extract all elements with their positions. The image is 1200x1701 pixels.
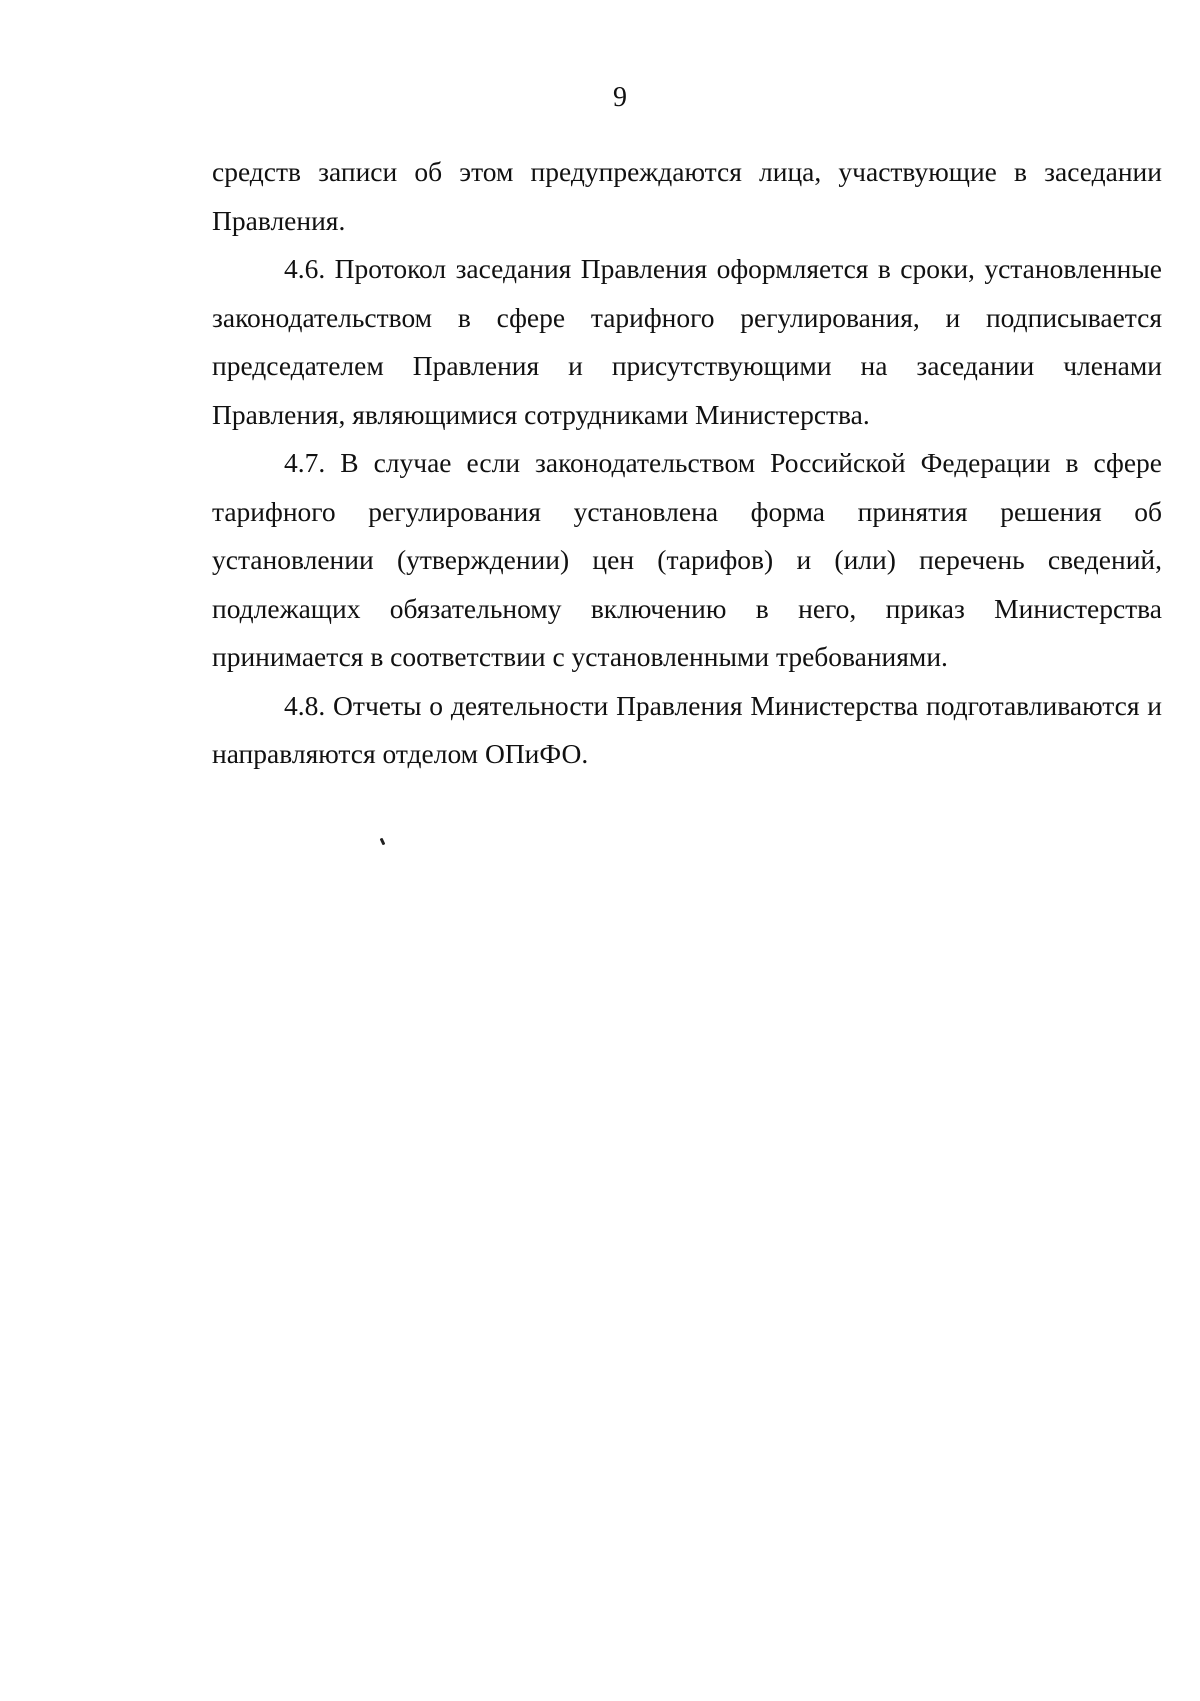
page-number: 9 bbox=[613, 82, 627, 113]
document-body bbox=[212, 148, 1162, 779]
paragraph-4-8: 4.8. Отчеты о деятельности Правления Министерства подготавливаются и направляются отделом ОПиФО. bbox=[212, 689, 1162, 769]
scan-speck bbox=[380, 838, 386, 846]
paragraph-4-6: 4.6. Протокол заседания Правления оформляется в сроки, установленные законодательством в сфере тарифного регулирования, и подписывается председателем Правления и присутствующими на заседании членами Правления, являющимися сотрудниками Министерства. bbox=[212, 253, 1162, 430]
paragraph-4-7: 4.7. В случае если законодательством Российской Федерации в сфере тарифного регулирования установлена форма принятия решения об установлении (утверждении) цен (тарифов) и (или) перечень сведений, подлежащих обязательному включению в него, приказ Министерства принимается в соответствии с установленными требованиями. bbox=[212, 447, 1162, 672]
paragraph-continuation: средств записи об этом предупреждаются лица, участвующие в заседании Правления. bbox=[212, 156, 1162, 236]
